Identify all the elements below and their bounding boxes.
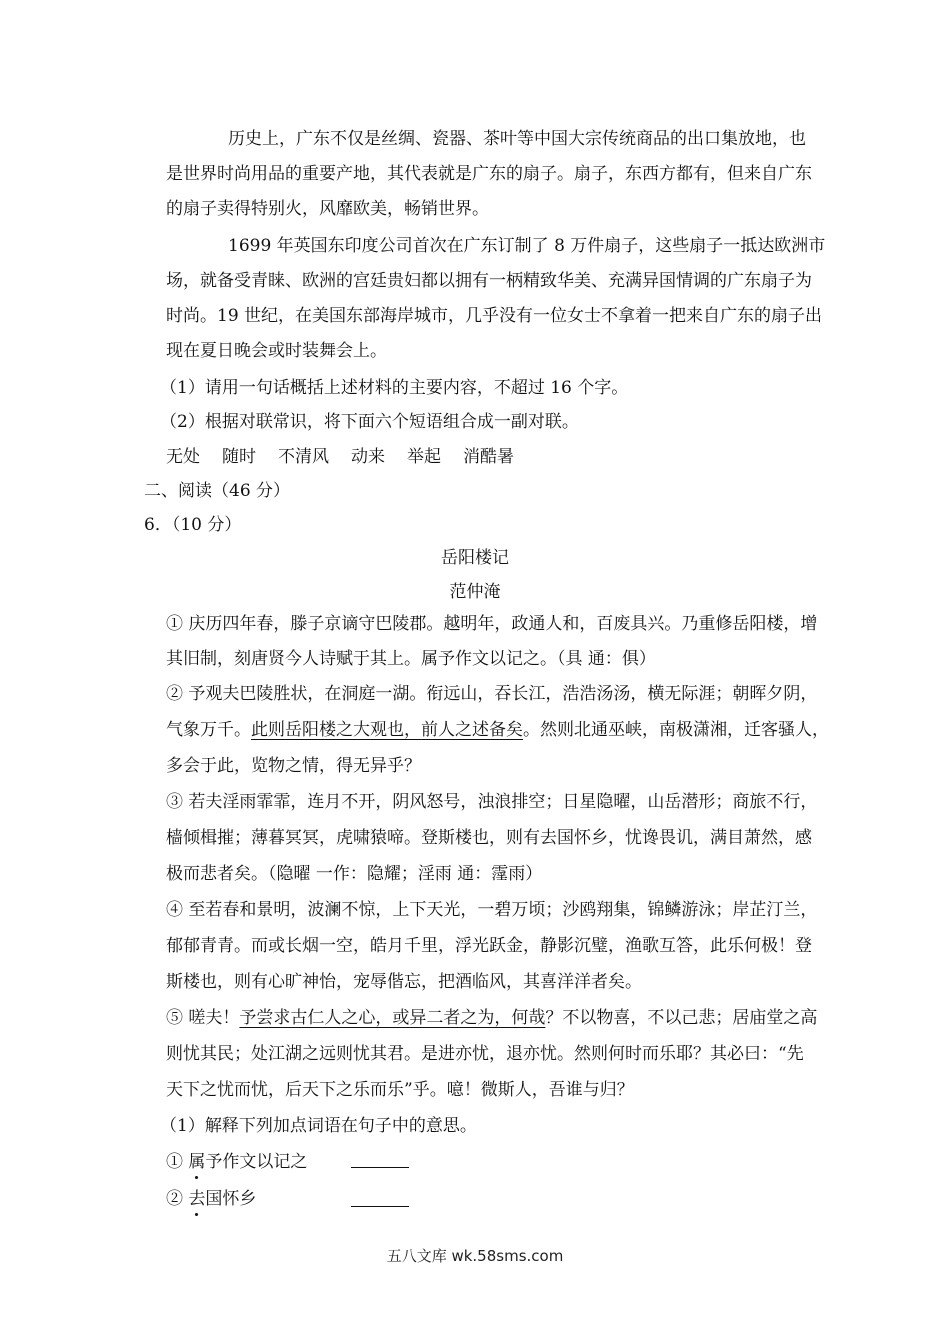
para3-line3: 极而悲者矣。（隐曜 一作：隐耀；淫雨 通：霪雨） bbox=[166, 864, 543, 884]
para4-line2: 郁郁青青。而或长烟一空，皓月千里，浮光跃金，静影沉璧，渔歌互答，此乐何极！登 bbox=[166, 936, 812, 956]
underlined-sentence: 予尝求古仁人之心，或异二者之为，何哉 bbox=[239, 1008, 546, 1028]
para4-line3: 斯楼也，则有心旷神怡，宠辱偕忘，把酒临风，其喜洋洋者矣。 bbox=[166, 972, 642, 992]
dotted-word: 属 bbox=[188, 1152, 206, 1172]
phrase: 无处 bbox=[166, 447, 200, 467]
material-para1-line3: 的扇子卖得特别火，风靡欧美，畅销世界。 bbox=[166, 199, 489, 219]
item-number: ① bbox=[166, 1152, 189, 1172]
para5-line1 bbox=[166, 1006, 817, 1030]
question-1: （1）请用一句话概括上述材料的主要内容，不超过 16 个字。 bbox=[160, 378, 629, 398]
section-heading: 二、阅读（46 分） bbox=[144, 481, 291, 501]
item-1 bbox=[166, 1150, 307, 1174]
material-para2-line4: 现在夏日晚会或时装舞会上。 bbox=[166, 341, 387, 361]
text-author: 范仲淹 bbox=[449, 582, 501, 602]
para1-line2: 其旧制，刻唐贤今人诗赋于其上。属予作文以记之。（具 通：俱） bbox=[166, 649, 656, 669]
para2-text: 。然则北通巫峡，南极潇湘，迁客骚人， bbox=[523, 720, 829, 740]
para2-line1: ② 予观夫巴陵胜状，在洞庭一湖。衔远山，吞长江，浩浩汤汤，横无际涯；朝晖夕阴， bbox=[166, 684, 818, 704]
sub-question-1: （1）解释下列加点词语在句子中的意思。 bbox=[160, 1116, 477, 1136]
para5-text: ？不以物喜，不以己悲；居庙堂之高 bbox=[545, 1008, 818, 1028]
para5-line3: 天下之忧而忧，后天下之乐而乐”乎。噫！微斯人，吾谁与归？ bbox=[166, 1080, 634, 1100]
para5-line2: 则忧其民；处江湖之远则忧其君。是进亦忧，退亦忧。然则何时而乐耶？其必曰：“先 bbox=[166, 1044, 804, 1064]
answer-blank-1[interactable] bbox=[351, 1167, 409, 1168]
question-6-heading: 6．（10 分） bbox=[144, 515, 242, 535]
item-number: ② bbox=[166, 1189, 189, 1209]
para2-line2 bbox=[166, 718, 829, 742]
phrase: 举起 bbox=[407, 447, 441, 467]
answer-blank-2[interactable] bbox=[351, 1206, 409, 1207]
para2-line3: 多会于此，览物之情，得无异乎？ bbox=[166, 756, 421, 776]
underlined-sentence: 此则岳阳楼之大观也，前人之述备矣 bbox=[251, 720, 523, 740]
material-para2-line2: 场，就备受青睐、欧洲的宫廷贵妇都以拥有一柄精致华美、充满异国情调的广东扇子为 bbox=[166, 271, 812, 291]
para5-text: ⑤ 嗟夫！ bbox=[166, 1008, 240, 1028]
material-para1-line1: 历史上，广东不仅是丝绸、瓷器、茶叶等中国大宗传统商品的出口集放地，也 bbox=[228, 129, 806, 149]
para3-line2: 樯倾楫摧；薄暮冥冥，虎啸猿啼。登斯楼也，则有去国怀乡，忧谗畏讥，满目萧然，感 bbox=[166, 828, 812, 848]
para3-line1: ③ 若夫淫雨霏霏，连月不开，阴风怒号，浊浪排空；日星隐曜，山岳潜形；商旅不行， bbox=[166, 792, 818, 812]
item-2 bbox=[166, 1187, 256, 1211]
para1-line1: ① 庆历四年春，滕子京谪守巴陵郡。越明年，政通人和，百废具兴。乃重修岳阳楼，增 bbox=[166, 614, 818, 634]
phrase: 动来 bbox=[351, 447, 385, 467]
item-text: 国怀乡 bbox=[205, 1189, 257, 1209]
material-para2-line3: 时尚。19 世纪，在美国东部海岸城市，几乎没有一位女士不拿着一把来自广东的扇子出 bbox=[166, 306, 823, 326]
para4-line1: ④ 至若春和景明，波澜不惊，上下天光，一碧万顷；沙鸥翔集，锦鳞游泳；岸芷汀兰， bbox=[166, 900, 818, 920]
question-2: （2）根据对联常识，将下面六个短语组合成一副对联。 bbox=[160, 412, 579, 432]
dotted-word: 去 bbox=[188, 1189, 206, 1209]
para2-text: 气象万千。 bbox=[166, 720, 251, 740]
footer-watermark: 五八文库 wk.58sms.com bbox=[386, 1247, 564, 1265]
material-para1-line2: 是世界时尚用品的重要产地，其代表就是广东的扇子。扇子，东西方都有，但来自广东 bbox=[166, 164, 812, 184]
material-para2-line1: 1699 年英国东印度公司首次在广东订制了 8 万件扇子，这些扇子一抵达欧洲市 bbox=[228, 236, 826, 256]
phrase: 随时 bbox=[222, 447, 256, 467]
phrase-list bbox=[166, 445, 536, 469]
phrase: 消酷暑 bbox=[463, 447, 514, 467]
item-text: 予作文以记之 bbox=[205, 1152, 308, 1172]
phrase: 不清风 bbox=[278, 447, 329, 467]
text-title: 岳阳楼记 bbox=[441, 548, 509, 568]
